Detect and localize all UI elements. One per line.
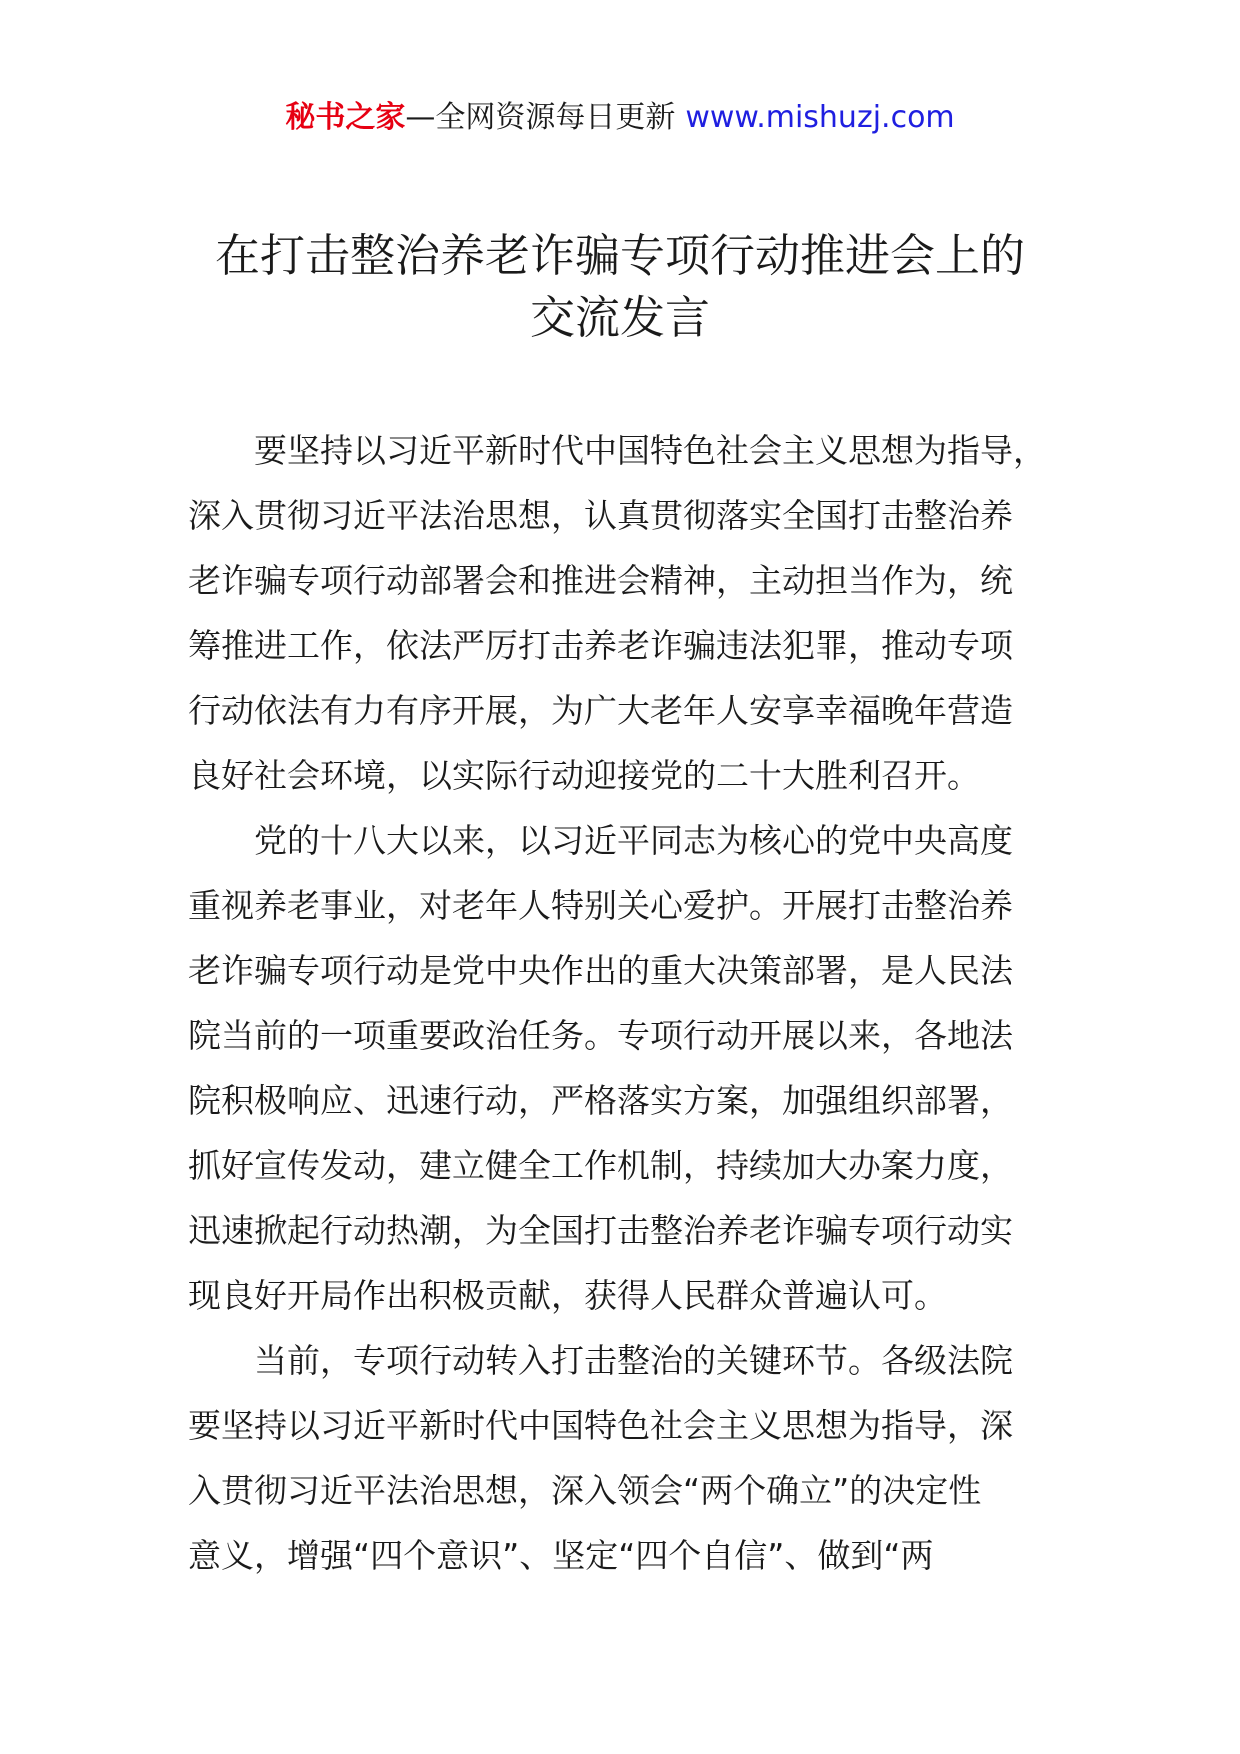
paragraph-line: 深入贯彻习近平法治思想，认真贯彻落实全国打击整治养 bbox=[188, 496, 1013, 535]
document-body bbox=[188, 418, 1068, 1588]
title-line: 交流发言 bbox=[529, 291, 710, 344]
paragraph-line: 当前，专项行动转入打击整治的关键环节。各级法院 bbox=[254, 1341, 1013, 1380]
paragraph-line: 迅速掀起行动热潮，为全国打击整治养老诈骗专项行动实 bbox=[188, 1211, 1013, 1250]
title-line: 在打击整治养老诈骗专项行动推进会上的 bbox=[214, 229, 1025, 282]
paragraph-line: 筹推进工作，依法严厉打击养老诈骗违法犯罪，推动专项 bbox=[188, 626, 1013, 665]
paragraph-3 bbox=[188, 1328, 1068, 1588]
paragraph-line: 老诈骗专项行动是党中央作出的重大决策部署，是人民法 bbox=[188, 951, 1013, 990]
paragraph-line: 入贯彻习近平法治思想，深入领会“两个确立”的决定性 bbox=[188, 1471, 982, 1510]
paragraph-line: 院积极响应、迅速行动，严格落实方案，加强组织部署， bbox=[188, 1081, 1013, 1120]
paragraph-line: 要坚持以习近平新时代中国特色社会主义思想为指导， bbox=[254, 431, 1046, 470]
paragraph-line: 现良好开局作出积极贡献，获得人民群众普遍认可。 bbox=[188, 1276, 947, 1315]
paragraph-line: 重视养老事业，对老年人特别关心爱护。开展打击整治养 bbox=[188, 886, 1013, 925]
paragraph-line: 老诈骗专项行动部署会和推进会精神，主动担当作为，统 bbox=[188, 561, 1013, 600]
paragraph-line: 党的十八大以来，以习近平同志为核心的党中央高度 bbox=[254, 821, 1013, 860]
paragraph-line: 抓好宣传发动，建立健全工作机制，持续加大办案力度， bbox=[188, 1146, 1013, 1185]
paragraph-line: 要坚持以习近平新时代中国特色社会主义思想为指导，深 bbox=[188, 1406, 1013, 1445]
document-title bbox=[100, 225, 1140, 349]
paragraph-line: 院当前的一项重要政治任务。专项行动开展以来，各地法 bbox=[188, 1016, 1013, 1055]
paragraph-2 bbox=[188, 808, 1068, 1328]
header-tagline: —全网资源每日更新 bbox=[405, 100, 676, 135]
brand-name: 秘书之家 bbox=[285, 100, 406, 135]
site-header bbox=[0, 98, 1240, 138]
paragraph-line: 行动依法有力有序开展，为广大老年人安享幸福晚年营造 bbox=[188, 691, 1013, 730]
paragraph-1 bbox=[188, 418, 1068, 808]
header-url-link[interactable]: www.mishuzj.com bbox=[685, 100, 955, 135]
paragraph-line: 意义，增强“四个意识”、坚定“四个自信”、做到“两 bbox=[188, 1536, 934, 1575]
paragraph-line: 良好社会环境，以实际行动迎接党的二十大胜利召开。 bbox=[188, 756, 980, 795]
